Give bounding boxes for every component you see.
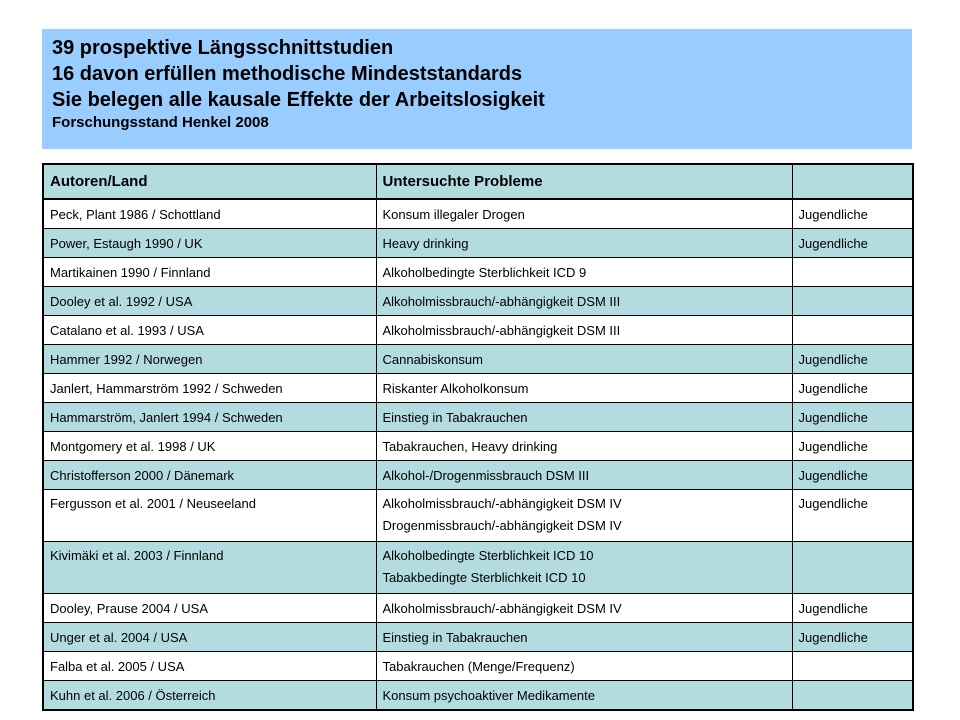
table-row	[43, 542, 913, 594]
problem-text: Alkoholmissbrauch/-abhängigkeit DSM IV	[382, 600, 622, 616]
cell-author: Hammer 1992 / Norwegen	[43, 345, 376, 374]
problem-text: Tabakbedingte Sterblichkeit ICD 10	[382, 570, 586, 585]
problem-text: Konsum illegaler Drogen	[382, 206, 525, 222]
table-row	[43, 461, 913, 490]
table-row	[43, 199, 913, 229]
table-row	[43, 652, 913, 681]
title-line-1: 39 prospektive Längsschnittstudien	[52, 37, 394, 59]
cell-problems	[376, 374, 792, 403]
problem-text: Riskanter Alkoholkonsum	[382, 380, 529, 396]
table-row	[43, 258, 913, 287]
cell-author: Montgomery et al. 1998 / UK	[43, 432, 376, 461]
table-row	[43, 229, 913, 258]
problem-text: Tabakrauchen, Heavy drinking	[382, 438, 558, 454]
cell-problems	[376, 403, 792, 432]
cell-group	[792, 652, 913, 681]
cell-problems	[376, 316, 792, 345]
cell-author: Christofferson 2000 / Dänemark	[43, 461, 376, 490]
cell-group: Jugendliche	[792, 461, 913, 490]
cell-author: Catalano et al. 1993 / USA	[43, 316, 376, 345]
problem-text: Alkoholbedingte Sterblichkeit ICD 10	[382, 548, 594, 563]
cell-problems	[376, 652, 792, 681]
cell-author: Power, Estaugh 1990 / UK	[43, 229, 376, 258]
cell-author: Janlert, Hammarström 1992 / Schweden	[43, 374, 376, 403]
cell-problems	[376, 681, 792, 711]
cell-group: Jugendliche	[792, 594, 913, 623]
cell-problems	[376, 432, 792, 461]
cell-group: Jugendliche	[792, 374, 913, 403]
title-line-2: 16 davon erfüllen methodische Mindeststandards	[52, 63, 523, 85]
problem-text: Drogenmissbrauch/-abhängigkeit DSM IV	[382, 518, 622, 533]
cell-problems	[376, 623, 792, 652]
cell-group: Jugendliche	[792, 432, 913, 461]
studies-table	[42, 163, 914, 711]
cell-problems	[376, 199, 792, 229]
cell-author: Fergusson et al. 2001 / Neuseeland	[43, 490, 376, 542]
problem-text: Alkoholmissbrauch/-abhängigkeit DSM III	[382, 293, 621, 309]
cell-problems	[376, 258, 792, 287]
cell-problems	[376, 287, 792, 316]
problem-text: Alkoholmissbrauch/-abhängigkeit DSM III	[382, 322, 621, 338]
problem-text: Cannabiskonsum	[382, 351, 483, 367]
cell-author: Unger et al. 2004 / USA	[43, 623, 376, 652]
table-row	[43, 374, 913, 403]
cell-author: Dooley, Prause 2004 / USA	[43, 594, 376, 623]
cell-group: Jugendliche	[792, 623, 913, 652]
table-header-row	[43, 164, 913, 199]
cell-author: Falba et al. 2005 / USA	[43, 652, 376, 681]
cell-author: Hammarström, Janlert 1994 / Schweden	[43, 403, 376, 432]
cell-group: Jugendliche	[792, 490, 913, 542]
cell-problems	[376, 490, 792, 542]
problem-text: Konsum psychoaktiver Medikamente	[382, 687, 595, 703]
table-row	[43, 403, 913, 432]
cell-problems	[376, 229, 792, 258]
column-header-authors: Autoren/Land	[43, 164, 376, 199]
table-row	[43, 345, 913, 374]
cell-group	[792, 287, 913, 316]
cell-problems	[376, 345, 792, 374]
column-header-problems: Untersuchte Probleme	[376, 164, 792, 199]
cell-group	[792, 681, 913, 711]
cell-group	[792, 542, 913, 594]
problem-text: Einstieg in Tabakrauchen	[382, 629, 528, 645]
cell-author: Dooley et al. 1992 / USA	[43, 287, 376, 316]
cell-author: Kivimäki et al. 2003 / Finnland	[43, 542, 376, 594]
table-row	[43, 594, 913, 623]
problem-text: Alkohol-/Drogenmissbrauch DSM III	[382, 467, 590, 483]
cell-problems	[376, 594, 792, 623]
problem-text: Heavy drinking	[382, 235, 469, 251]
cell-author: Martikainen 1990 / Finnland	[43, 258, 376, 287]
table-row	[43, 681, 913, 711]
cell-group: Jugendliche	[792, 199, 913, 229]
cell-group	[792, 258, 913, 287]
cell-group: Jugendliche	[792, 345, 913, 374]
cell-group: Jugendliche	[792, 229, 913, 258]
table-row	[43, 432, 913, 461]
cell-author: Peck, Plant 1986 / Schottland	[43, 199, 376, 229]
table-row	[43, 623, 913, 652]
table-row	[43, 287, 913, 316]
problem-text: Einstieg in Tabakrauchen	[382, 409, 528, 425]
table-row	[43, 316, 913, 345]
cell-author: Kuhn et al. 2006 / Österreich	[43, 681, 376, 711]
problem-text: Tabakrauchen (Menge/Frequenz)	[382, 658, 575, 674]
column-header-group	[792, 164, 913, 199]
title-subtitle: Forschungsstand Henkel 2008	[52, 114, 269, 131]
cell-group	[792, 316, 913, 345]
cell-problems	[376, 461, 792, 490]
problem-text: Alkoholmissbrauch/-abhängigkeit DSM IV	[382, 496, 622, 511]
cell-group: Jugendliche	[792, 403, 913, 432]
table-row	[43, 490, 913, 542]
cell-problems	[376, 542, 792, 594]
title-line-3: Sie belegen alle kausale Effekte der Arbeitslosigkeit	[52, 89, 545, 111]
problem-text: Alkoholbedingte Sterblichkeit ICD 9	[382, 264, 587, 280]
title-block	[42, 29, 912, 149]
